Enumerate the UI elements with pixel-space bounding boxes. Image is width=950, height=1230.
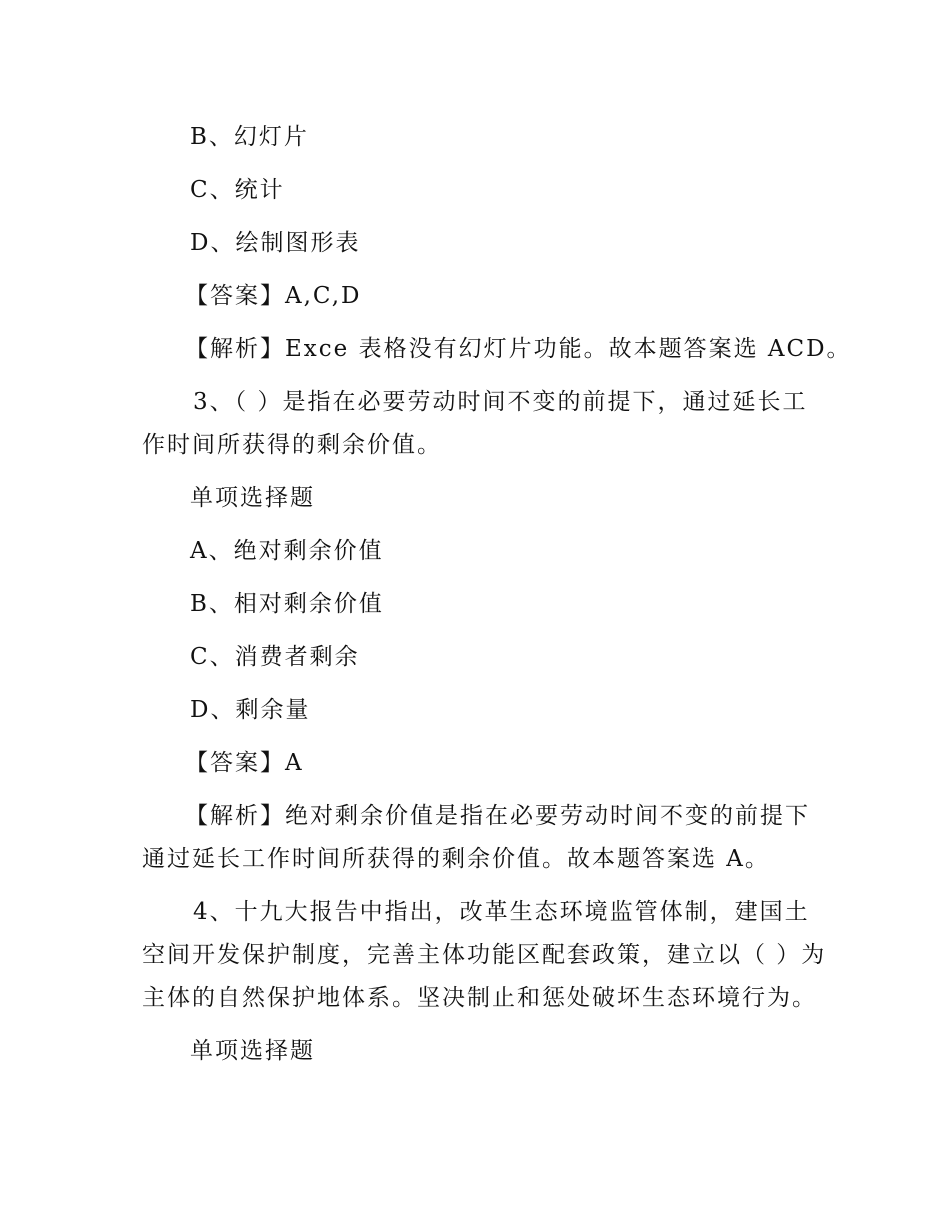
question-type-q3: 单项选择题 [190,485,315,511]
option-c-statistics: C、统计 [190,177,285,203]
option-b-slides: B、幻灯片 [190,124,309,150]
explanation-q3-line-2: 通过延长工作时间所获得的剩余价值。故本题答案选 A。 [142,846,770,872]
question-4-line-1: 4、十九大报告中指出，改革生态环境监管体制，建国土 [193,899,810,925]
explanation-q3-line-1: 【解析】绝对剩余价值是指在必要劳动时间不变的前提下 [185,803,810,829]
option-b-relative-surplus: B、相对剩余价值 [190,591,384,617]
question-4-line-3: 主体的自然保护地体系。坚决制止和惩处破坏生态环境行为。 [142,985,817,1011]
option-a-absolute-surplus: A、绝对剩余价值 [190,538,384,564]
answer-q2: 【答案】A,C,D [185,283,362,309]
option-d-surplus-amount: D、剩余量 [190,697,311,723]
question-3-line-1: 3、（ ）是指在必要劳动时间不变的前提下，通过延长工 [193,389,808,415]
answer-q3: 【答案】A [185,750,304,776]
explanation-q2: 【解析】Exce 表格没有幻灯片功能。故本题答案选 ACD。 [185,336,852,362]
option-d-drawing: D、绘制图形表 [190,230,361,256]
question-3-line-2: 作时间所获得的剩余价值。 [142,432,442,458]
option-c-consumer-surplus: C、消费者剩余 [190,644,360,670]
question-type-q4: 单项选择题 [190,1038,315,1064]
question-4-line-2: 空间开发保护制度，完善主体功能区配套政策，建立以（ ）为 [142,942,827,968]
